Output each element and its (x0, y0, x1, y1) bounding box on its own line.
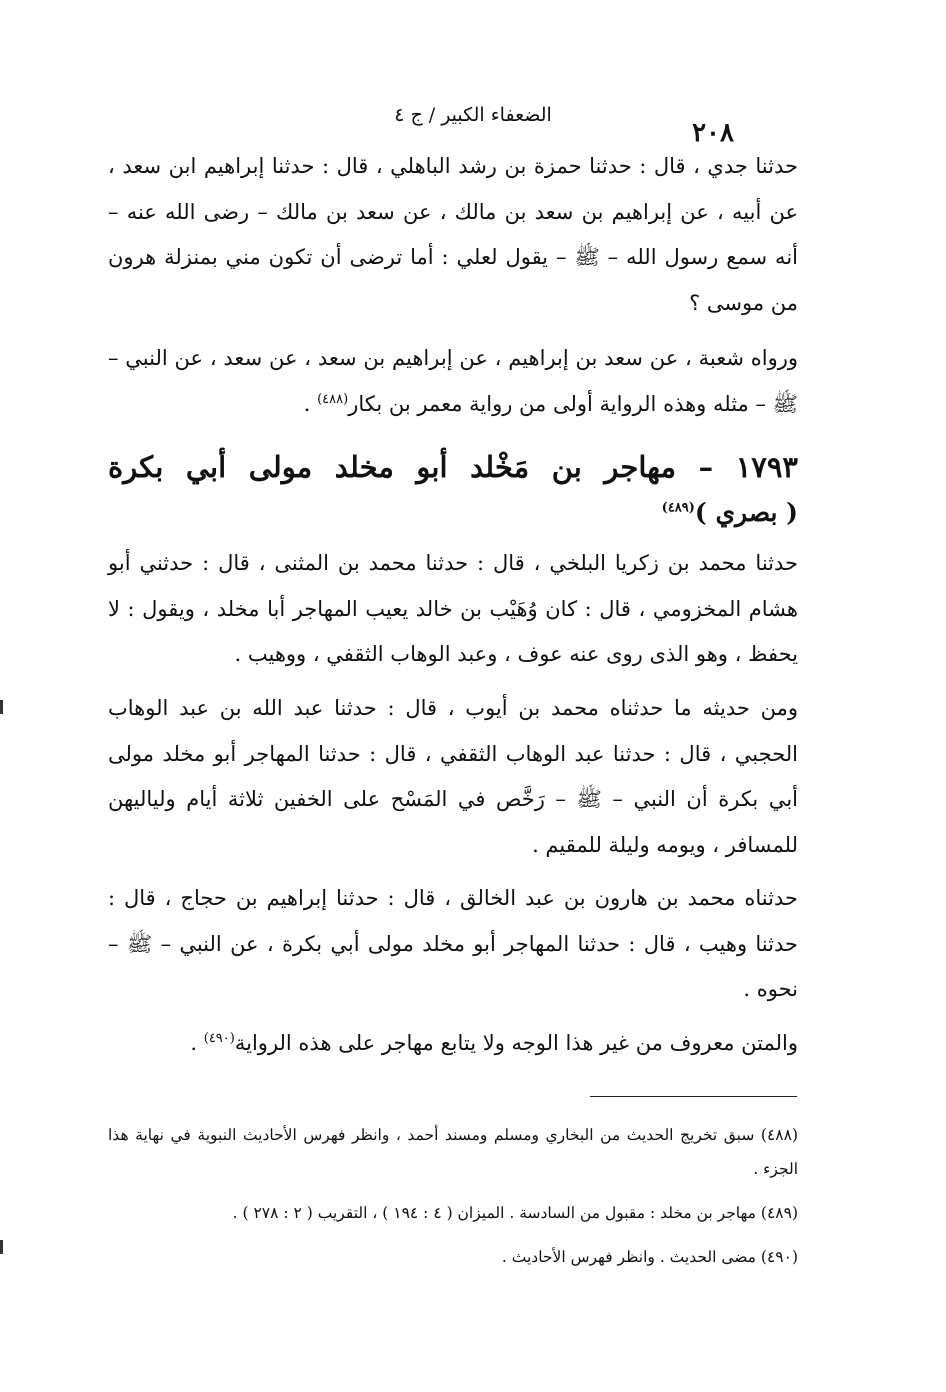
page-header (0, 100, 946, 148)
paragraph-text: حدثنا جدي ، قال : حدثنا حمزة بن رشد الباهلي ، قال : حدثنا إبراهيم ابن سعد ، عن أبيه ، عن إبراهيم بن سعد بن مالك ، عن سعد بن مالك – رضى الله عنه – أنه سمع رسول الله – ﷺ – يقول لعلي : أما ترضى أن تكون مني بمنزلة هرون من موسى ؟ (108, 154, 798, 315)
page-number: ٢٠٨ (692, 118, 734, 148)
paragraph-text-main: ورواه شعبة ، عن سعد بن إبراهيم ، عن إبراهيم بن سعد ، عن سعد ، عن النبي – ﷺ – مثله وهذه الرواية أولى من رواية معمر بن بكار (108, 346, 798, 416)
paragraph-2 (108, 336, 798, 427)
footnotes (108, 1118, 798, 1284)
footnote-ref-489: (٤٨٩) (661, 500, 695, 516)
paragraph-text (108, 1021, 798, 1067)
footnote-separator (590, 1096, 797, 1097)
running-title: الضعفاء الكبير / ج ٤ (394, 104, 552, 126)
entry-heading (108, 444, 798, 536)
paragraph-4 (108, 686, 798, 868)
footnote-ref-490: (٤٩٠) (203, 1031, 235, 1046)
paragraph-text: حدثنا محمد بن زكريا البلخي ، قال : حدثنا محمد بن المثنى ، قال : حدثني أبو هشام المخزومي ، قال : كان وُهَيْب بن خالد يعيب المهاجر أبا مخلد ، ويقول : لا يحفظ ، وهو الذى روى عنه عوف ، وعبد الوهاب الثقفي ، ووهيب . (108, 551, 798, 666)
entry-heading-title: ١٧٩٣ – مهاجر بن مَخْلد أبو مخلد مولى أبي بكرة (108, 450, 798, 484)
paragraph-text-end: . (190, 1031, 204, 1055)
scan-edge-mark (0, 1240, 3, 1254)
paragraph-text: ومن حديثه ما حدثناه محمد بن أيوب ، قال : حدثنا عبد الله بن عبد الوهاب الحجبي ، قال : حدثنا عبد الوهاب الثقفي ، قال : حدثنا المهاجر أبو مخلد مولى أبي بكرة أن النبي – ﷺ – رَخَّص في المَسْح على الخفين ثلاثة أيام ولياليهن للمسافر ، ويومه وليلة للمقيم . (108, 696, 798, 857)
entry-heading-origin: ( بصري ) (694, 498, 798, 527)
scan-edge-mark (0, 700, 3, 714)
paragraph-5 (108, 876, 798, 1013)
paragraph-text-main: والمتن معروف من غير هذا الوجه ولا يتابع مهاجر على هذه الرواية (234, 1031, 798, 1055)
paragraph-text-end: . (303, 391, 318, 416)
footnote-490: (٤٩٠) مضى الحديث . وانظر فهرس الأحاديث . (501, 1248, 798, 1266)
paragraph-text (108, 336, 798, 427)
paragraph-1 (108, 144, 798, 326)
entry-heading-subtitle (108, 490, 798, 536)
footnote-ref-488: (٤٨٨) (317, 391, 349, 407)
footnote-489: (٤٨٩) مهاجر بن مخلد : مقبول من السادسة . الميزان ( ٤ : ١٩٤ ) ، التقريب ( ٢ : ٢٧٨ ) . (232, 1204, 798, 1222)
paragraph-6 (108, 1021, 798, 1067)
paragraph-text: حدثناه محمد بن هارون بن عبد الخالق ، قال : حدثنا إبراهيم بن حجاج ، قال : حدثنا وهيب ، قال : حدثنا المهاجر أبو مخلد مولى أبي بكرة ، عن النبي – ﷺ – نحوه . (108, 886, 798, 1001)
paragraph-3 (108, 541, 798, 678)
footnote-488: (٤٨٨) سبق تخريج الحديث من البخاري ومسلم ومسند أحمد ، وانظر فهرس الأحاديث النبوية في نهاية هذا الجزء . (108, 1126, 798, 1178)
